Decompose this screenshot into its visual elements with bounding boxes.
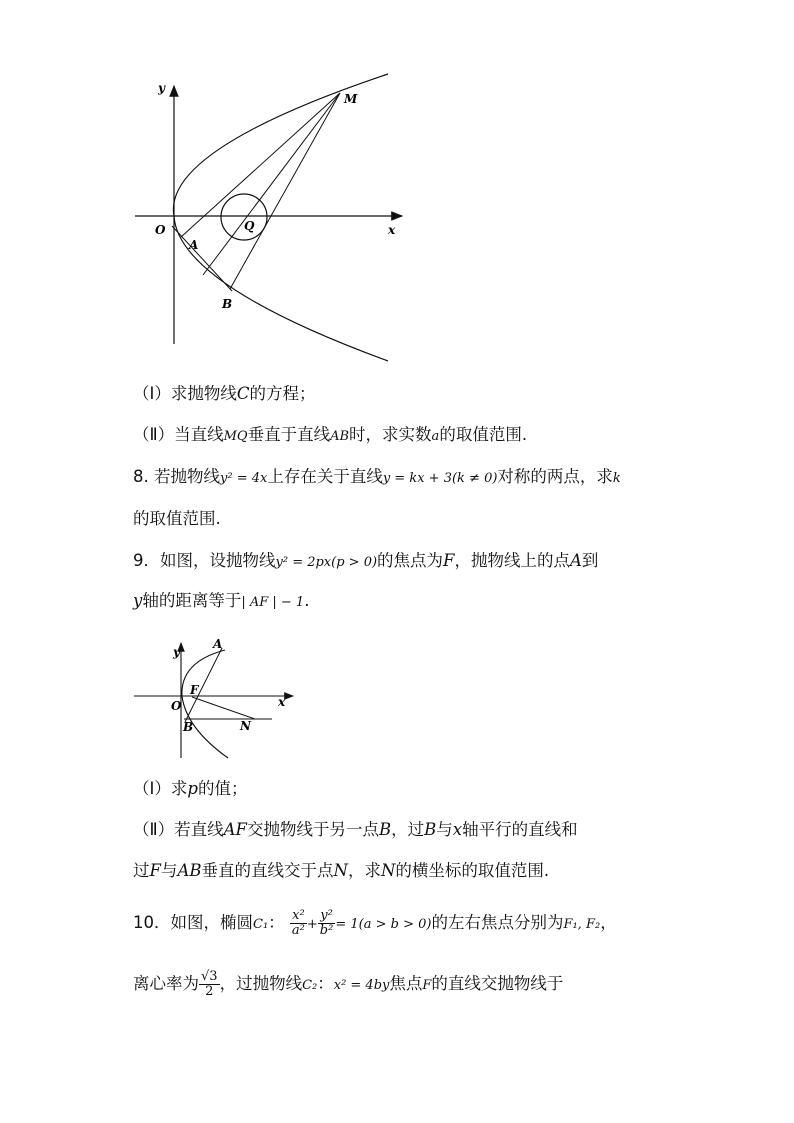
fig2-parabola xyxy=(182,650,228,758)
sqrt3-over-2: $\frac{√3}{2}$ xyxy=(201,969,218,999)
fig1-label-a: A xyxy=(189,238,199,252)
fig2-label-b: B xyxy=(183,720,194,734)
q10-line2: 离心率为 $\frac{√3}{2}$ ，过抛物线C₂：x² = 4by焦点F的直线交抛物线于 xyxy=(133,969,564,999)
fig1-label-q: Q xyxy=(244,219,255,233)
fig2-label-y: y xyxy=(173,645,180,659)
q9-line1: 9．如图，设抛物线y² = 2px(p > 0)的焦点为F，抛物线上的点A到 xyxy=(133,551,599,570)
fig2-label-n: N xyxy=(240,719,251,733)
q9-part2-line1: （Ⅱ）若直线AF交抛物线于另一点B，过B与x轴平行的直线和 xyxy=(133,820,578,839)
fig2-label-o: O xyxy=(171,699,182,713)
q9-part2-line2: 过F与AB垂直的直线交于点N，求N的横坐标的取值范围. xyxy=(133,861,550,880)
fig2-label-f: F xyxy=(190,683,199,697)
q10-line1: 10．如图，椭圆C₁： $\frac{\text{x²}}{\text{a²}}$ + $\frac{\text{y²}}{\text{b²}}$ = 1(a > b > 0)的左右焦点分别为F₁, F₂， xyxy=(133,908,617,938)
fig2-label-a: A xyxy=(213,637,223,651)
q7-part2: （Ⅱ）当直线MQ垂直于直线AB时，求实数a的取值范围. xyxy=(133,425,528,444)
fig1-label-b: B xyxy=(222,297,233,311)
q9-part1: （Ⅰ）求p的值； xyxy=(133,779,248,798)
q8-line2: 的取值范围. xyxy=(133,509,221,528)
q9-line2: y轴的距离等于| AF | − 1. xyxy=(133,591,310,610)
x-squared-over-a-squared: $\frac{\text{x²}}{\text{a²}}$ xyxy=(291,908,305,938)
fig1-label-y: y xyxy=(158,81,165,95)
fig2-line-fn xyxy=(192,697,255,719)
y-squared-over-b-squared: $\frac{\text{y²}}{\text{b²}}$ xyxy=(319,908,334,938)
q8-line1: 8. 若抛物线y² = 4x上存在关于直线y = kx + 3(k ≠ 0)对称的两点，求k xyxy=(133,467,621,486)
fig1-label-m: M xyxy=(344,92,358,106)
fig2-label-x: x xyxy=(278,695,286,709)
fig1-label-x: x xyxy=(388,223,396,237)
q7-part1: （Ⅰ）求抛物线C的方程； xyxy=(133,384,316,403)
fig1-label-o: O xyxy=(155,223,166,237)
